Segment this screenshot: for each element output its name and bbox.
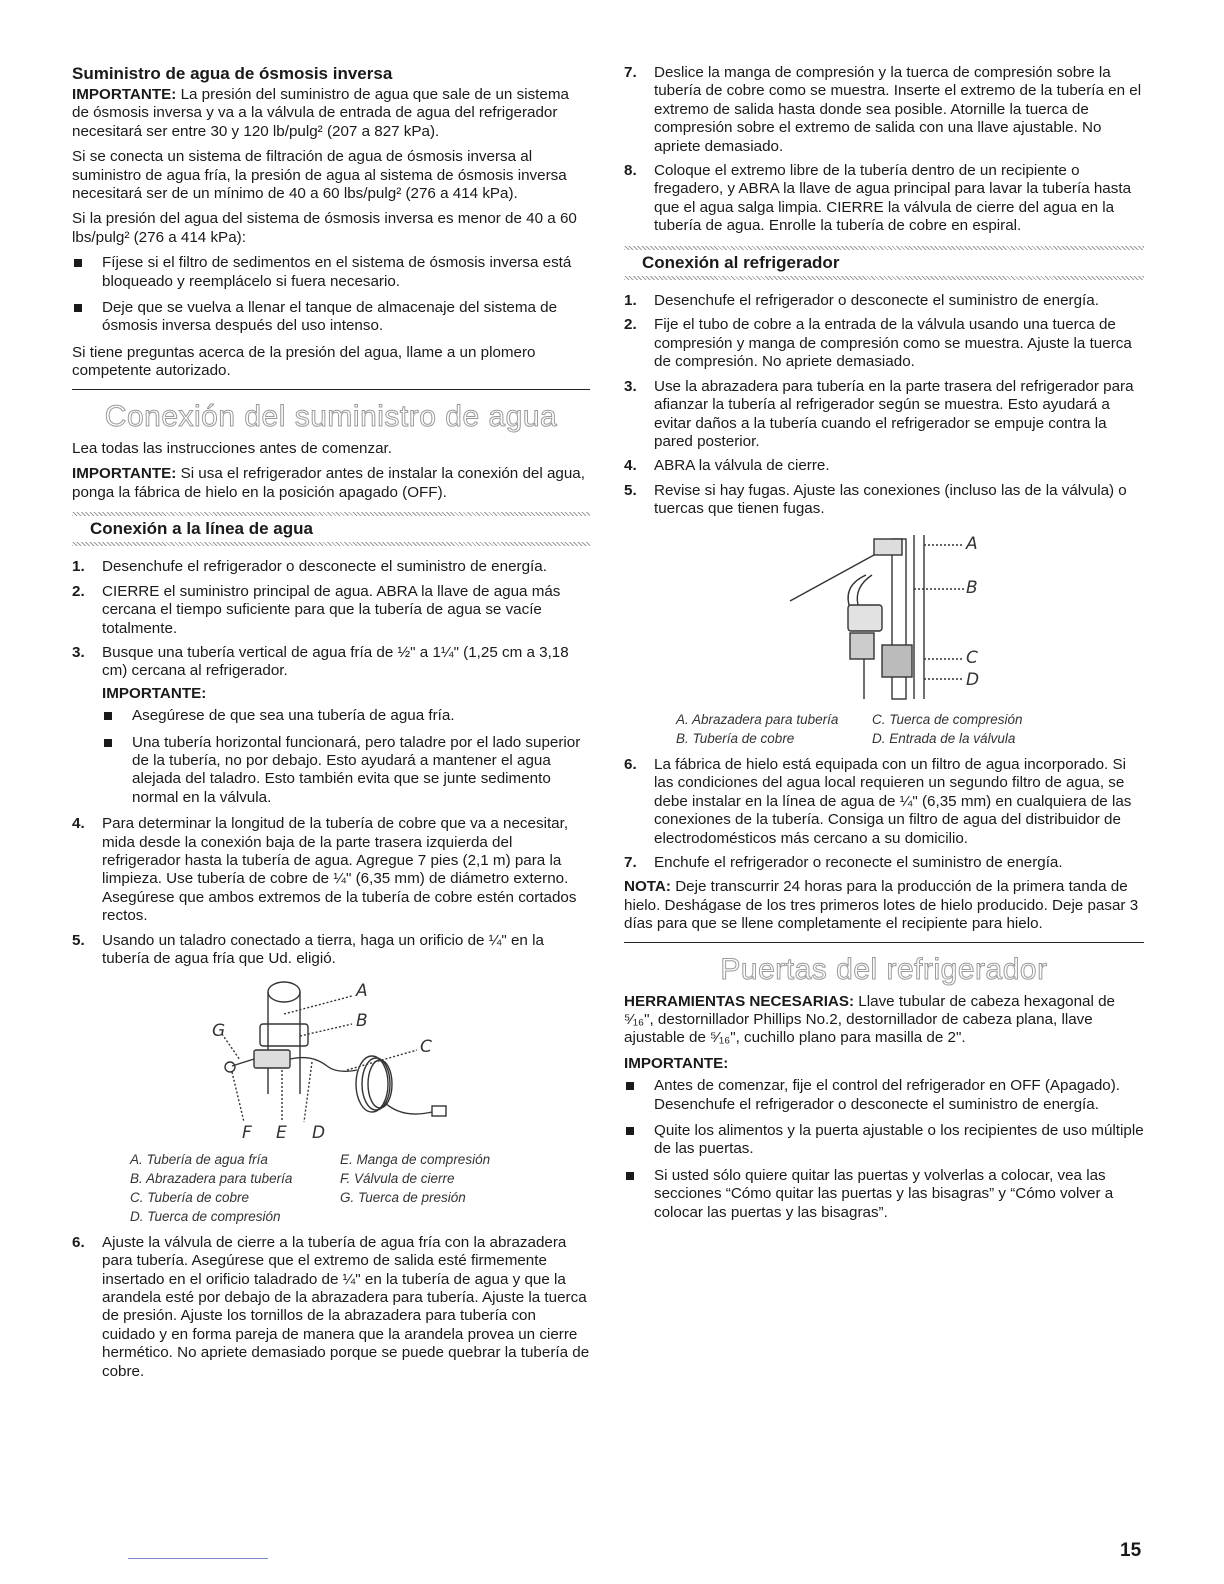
list-item: 7. Deslice la manga de compresión y la tuerca de compresión sobre la tubería de cobre como se muestra. Inserte el extremo de la tubería en el extremo de salida hasta donde sea posible. Atornille la tuerca de compresión sobre el extremo de salida con una llave ajustable. No apriete demasiado. (624, 64, 1142, 155)
list-item: Si usted sólo quiere quitar las puertas y volverlas a colocar, vea las secciones “Cómo quitar las puertas y las bisagras” y “Cómo volver a colocar las puertas y las bisagras”. (624, 1167, 1144, 1222)
bullet-icon (626, 1127, 634, 1135)
list-item: 3. Busque una tubería vertical de agua fría de ½" a 1¼" (1,25 cm a 3,18 cm) cercana al refrigerador. IMPORTANTE: Asegúrese de que sea una tubería de agua fría. Una tubería horizontal funcionará, pero taladre por el lado superior de la tubería, no por debajo. Esto ayudará a mantener el agua alejada del taladro. Esto también evita que se junte sedimento normal en la válvula. (72, 644, 590, 807)
legend-item: C. Tubería de cobre (130, 1189, 250, 1205)
osmosis-paragraph: Si se conecta un sistema de filtración de agua de ósmosis inversa al suministro de agua fría, la presión de agua al sistema de ósmosis inversa necesitará ser de un mínimo de 40 a 60 lbs/pulg² (276 a 414 kPa). (72, 148, 567, 203)
fridge-heading: Conexión al refrigerador (642, 252, 840, 272)
osmosis-important: IMPORTANTE: La presión del suministro de agua que sale de un sistema de ósmosis inversa y va a la válvula de entrada de agua del refrigerador necesitará ser entre 30 y 120 lb/pulg² (207 a 827 kPa). (72, 86, 569, 140)
list-item: 3. Use la abrazadera para tubería en la parte trasera del refrigerador para afianzar la tubería al refrigerador según se muestra. Esto ayudará a evitar daños a la tubería cuando el refrigerador se empuje contra la pared posterior. (624, 377, 1134, 450)
legend-item: E. Manga de compresión (340, 1151, 491, 1167)
step3-important: IMPORTANTE: (102, 684, 207, 702)
left-column (72, 64, 590, 1387)
page-number: 15 (1120, 1540, 1142, 1561)
list-item: Asegúrese de que sea una tubería de agua fría. (102, 707, 590, 725)
legend-item: D. Entrada de la válvula (872, 730, 1016, 746)
figure-legend (624, 710, 1144, 748)
fridge-steps-continued (624, 756, 1144, 872)
osmosis-paragraph: Si tiene preguntas acerca de la presión del agua, llame a un plomero competente autorizado. (72, 343, 536, 380)
line-steps-end (624, 64, 1144, 236)
fridge-steps (624, 292, 1144, 518)
shutoff-valve-figure (72, 974, 590, 1225)
hatch-divider (624, 276, 1144, 280)
line-steps (72, 558, 590, 968)
figure-label-b: B (356, 1011, 368, 1032)
list-item: 4. ABRA la válvula de cierre. (624, 457, 830, 475)
figure-label-a: A (356, 981, 368, 1002)
legend-item: A. Tubería de agua fría (130, 1151, 268, 1167)
section-title: Conexión del suministro de agua (104, 399, 558, 433)
list-item: 6. Ajuste la válvula de cierre a la tubería de agua fría con la abrazadera para tubería. Asegúrese que el extremo de salida esté firmemente insertado en el orificio taladrado de ¼" en la tubería de agua y que la arandela esté por debajo de la abrazadera para tubería. Ajuste la tuerca de presión. Ajuste los tornillos de la abrazadera para tubería con cuidado y en forma pareja de manera que la arandela provea un cierre hermético. No apriete demasiado porque se puede quebrar la tubería de cobre. (72, 1233, 590, 1380)
list-item: Quite los alimentos y la puerta ajustable o los recipientes de uso múltiple de las puertas. (624, 1122, 1144, 1159)
legend-item: F. Válvula de cierre (340, 1170, 455, 1186)
legend-item: B. Abrazadera para tubería (130, 1170, 293, 1186)
list-item: 1. Desenchufe el refrigerador o desconecte el suministro de energía. (72, 558, 547, 576)
figure-label-a: A (966, 533, 978, 554)
bullet-icon (104, 712, 112, 720)
bullet-icon (74, 259, 82, 267)
fridge-valve-diagram (624, 525, 1144, 705)
divider (72, 389, 590, 390)
legend-item: G. Tuerca de presión (340, 1189, 466, 1205)
list-item: 4. Para determinar la longitud de la tubería de cobre que va a necesitar, mida desde la conexión baja de la parte trasera izquierda del refrigerador hasta la tubería de agua. Agregue 7 pies (2,1 m) para la limpieza. Use tubería de cobre de ¼" (6,35 mm) de diámetro externo. Asegúrese que ambos extremos de la tubería de cobre estén cortados rectos. (72, 815, 577, 925)
list-item: 6. La fábrica de hielo está equipada con un filtro de agua incorporado. Si las condiciones del agua local requieren un segundo filtro de agua, se debe instalar en la línea de agua de ¼" (6,35 mm) en cualquiera de las conexiones de la tubería. Consiga un filtro de agua del distribuidor de electrodomésticos más cercano a su domicilio. (624, 755, 1132, 847)
fridge-valve-figure (624, 525, 1144, 748)
step3-bullets (102, 707, 590, 807)
osmosis-heading: Suministro de agua de ósmosis inversa (72, 64, 393, 83)
doors-bullet-list (624, 1077, 1144, 1222)
list-item: Una tubería horizontal funcionará, pero taladre por el lado superior de la tubería, no por debajo. Esto ayudará a mantener el agua alejada del taladro. Esto también evita que se junte sedimento normal en la válvula. (102, 734, 590, 808)
doors-important: IMPORTANTE: (624, 1054, 729, 1072)
figure-label-d: D (966, 669, 980, 690)
list-item: 2. Fije el tubo de cobre a la entrada de la válvula usando una tuerca de compresión y manga de compresión como se muestra. Ajuste la tuerca de compresión. No apriete demasiado. (624, 316, 1132, 371)
list-item: 1. Desenchufe el refrigerador o desconecte el suministro de energía. (624, 292, 1099, 310)
shutoff-valve-diagram (72, 974, 590, 1144)
footer-line (128, 1558, 268, 1559)
legend-item: C. Tuerca de compresión (872, 711, 1023, 727)
right-column (624, 64, 1144, 1230)
divider (624, 942, 1144, 943)
figure-label-d: D (312, 1123, 326, 1144)
list-item: 8. Coloque el extremo libre de la tubería dentro de un recipiente o fregadero, y ABRA la llave de agua principal para lavar la tubería hasta que el agua salga limpia. CIERRE la válvula de cierre del agua en la tubería de agua. Enrolle la tubería de cobre en espiral. (624, 162, 1132, 235)
tools-paragraph: HERRAMIENTAS NECESARIAS: Llave tubular de cabeza hexagonal de ⁵⁄₁₆", destornillador Phillips No.2, destornillador de cabeza plana, llave ajustable de ⁵⁄₁₆", cuchillo plano para masilla de 2". (624, 992, 1115, 1047)
doors-section-title: Puertas del refrigerador (720, 952, 1048, 986)
list-item: Antes de comenzar, fije el control del refrigerador en OFF (Apagado). Desenchufe el refrigerador o desconecte el suministro de energía. (624, 1077, 1144, 1114)
bullet-icon (104, 739, 112, 747)
list-item: 7. Enchufe el refrigerador o reconecte el suministro de energía. (624, 853, 1063, 871)
osmosis-bullet-list (72, 254, 590, 336)
bullet-icon (626, 1082, 634, 1090)
figure-label-e: E (276, 1123, 287, 1144)
water-important: IMPORTANTE: Si usa el refrigerador antes de instalar la conexión del agua, ponga la fábrica de hielo en la posición apagado (OFF). (72, 465, 585, 501)
figure-label-f: F (242, 1123, 252, 1144)
figure-label-c: C (966, 647, 978, 668)
figure-label-c: C (420, 1037, 432, 1058)
legend-item (340, 1207, 540, 1226)
list-item: Deje que se vuelva a llenar el tanque de almacenaje del sistema de ósmosis inversa después del uso intenso. (72, 299, 590, 336)
note-paragraph: NOTA: Deje transcurrir 24 horas para la producción de la primera tanda de hielo. Deshágase de los tres primeros lotes de hielo producido. Deje pasar 3 días para que se llene completamente el recipiente para hielo. (624, 878, 1139, 933)
legend-item: D. Tuerca de compresión (130, 1208, 281, 1224)
fridge-heading-block (624, 246, 1144, 280)
line-heading-block (72, 512, 590, 546)
list-item: 5. Revise si hay fugas. Ajuste las conexiones (incluso las de la válvula) o tuercas que tienen fugas. (624, 481, 1127, 518)
list-item: 5. Usando un taladro conectado a tierra, haga un orificio de ¼" en la tubería de agua fría que Ud. eligió. (72, 931, 544, 968)
line-heading: Conexión a la línea de agua (90, 518, 313, 538)
hatch-divider (72, 542, 590, 546)
figure-label-g: G (212, 1021, 226, 1042)
read-all-text: Lea todas las instrucciones antes de comenzar. (72, 439, 392, 457)
list-item: 2. CIERRE el suministro principal de agua. ABRA la llave de agua más cercana el tiempo suficiente para que la tubería de agua se vacíe totalmente. (72, 582, 561, 637)
bullet-icon (626, 1172, 634, 1180)
line-steps-continued (72, 1234, 590, 1381)
figure-legend (72, 1150, 590, 1226)
bullet-icon (74, 304, 82, 312)
osmosis-paragraph: Si la presión del agua del sistema de ósmosis inversa es menor de 40 a 60 lbs/pulg² (276 a 414 kPa): (72, 210, 577, 246)
legend-item: A. Abrazadera para tubería (676, 711, 839, 727)
figure-label-b: B (966, 577, 978, 598)
legend-item: B. Tubería de cobre (676, 730, 795, 746)
list-item: Fíjese si el filtro de sedimentos en el sistema de ósmosis inversa está bloqueado y reemplácelo si fuera necesario. (72, 254, 590, 291)
